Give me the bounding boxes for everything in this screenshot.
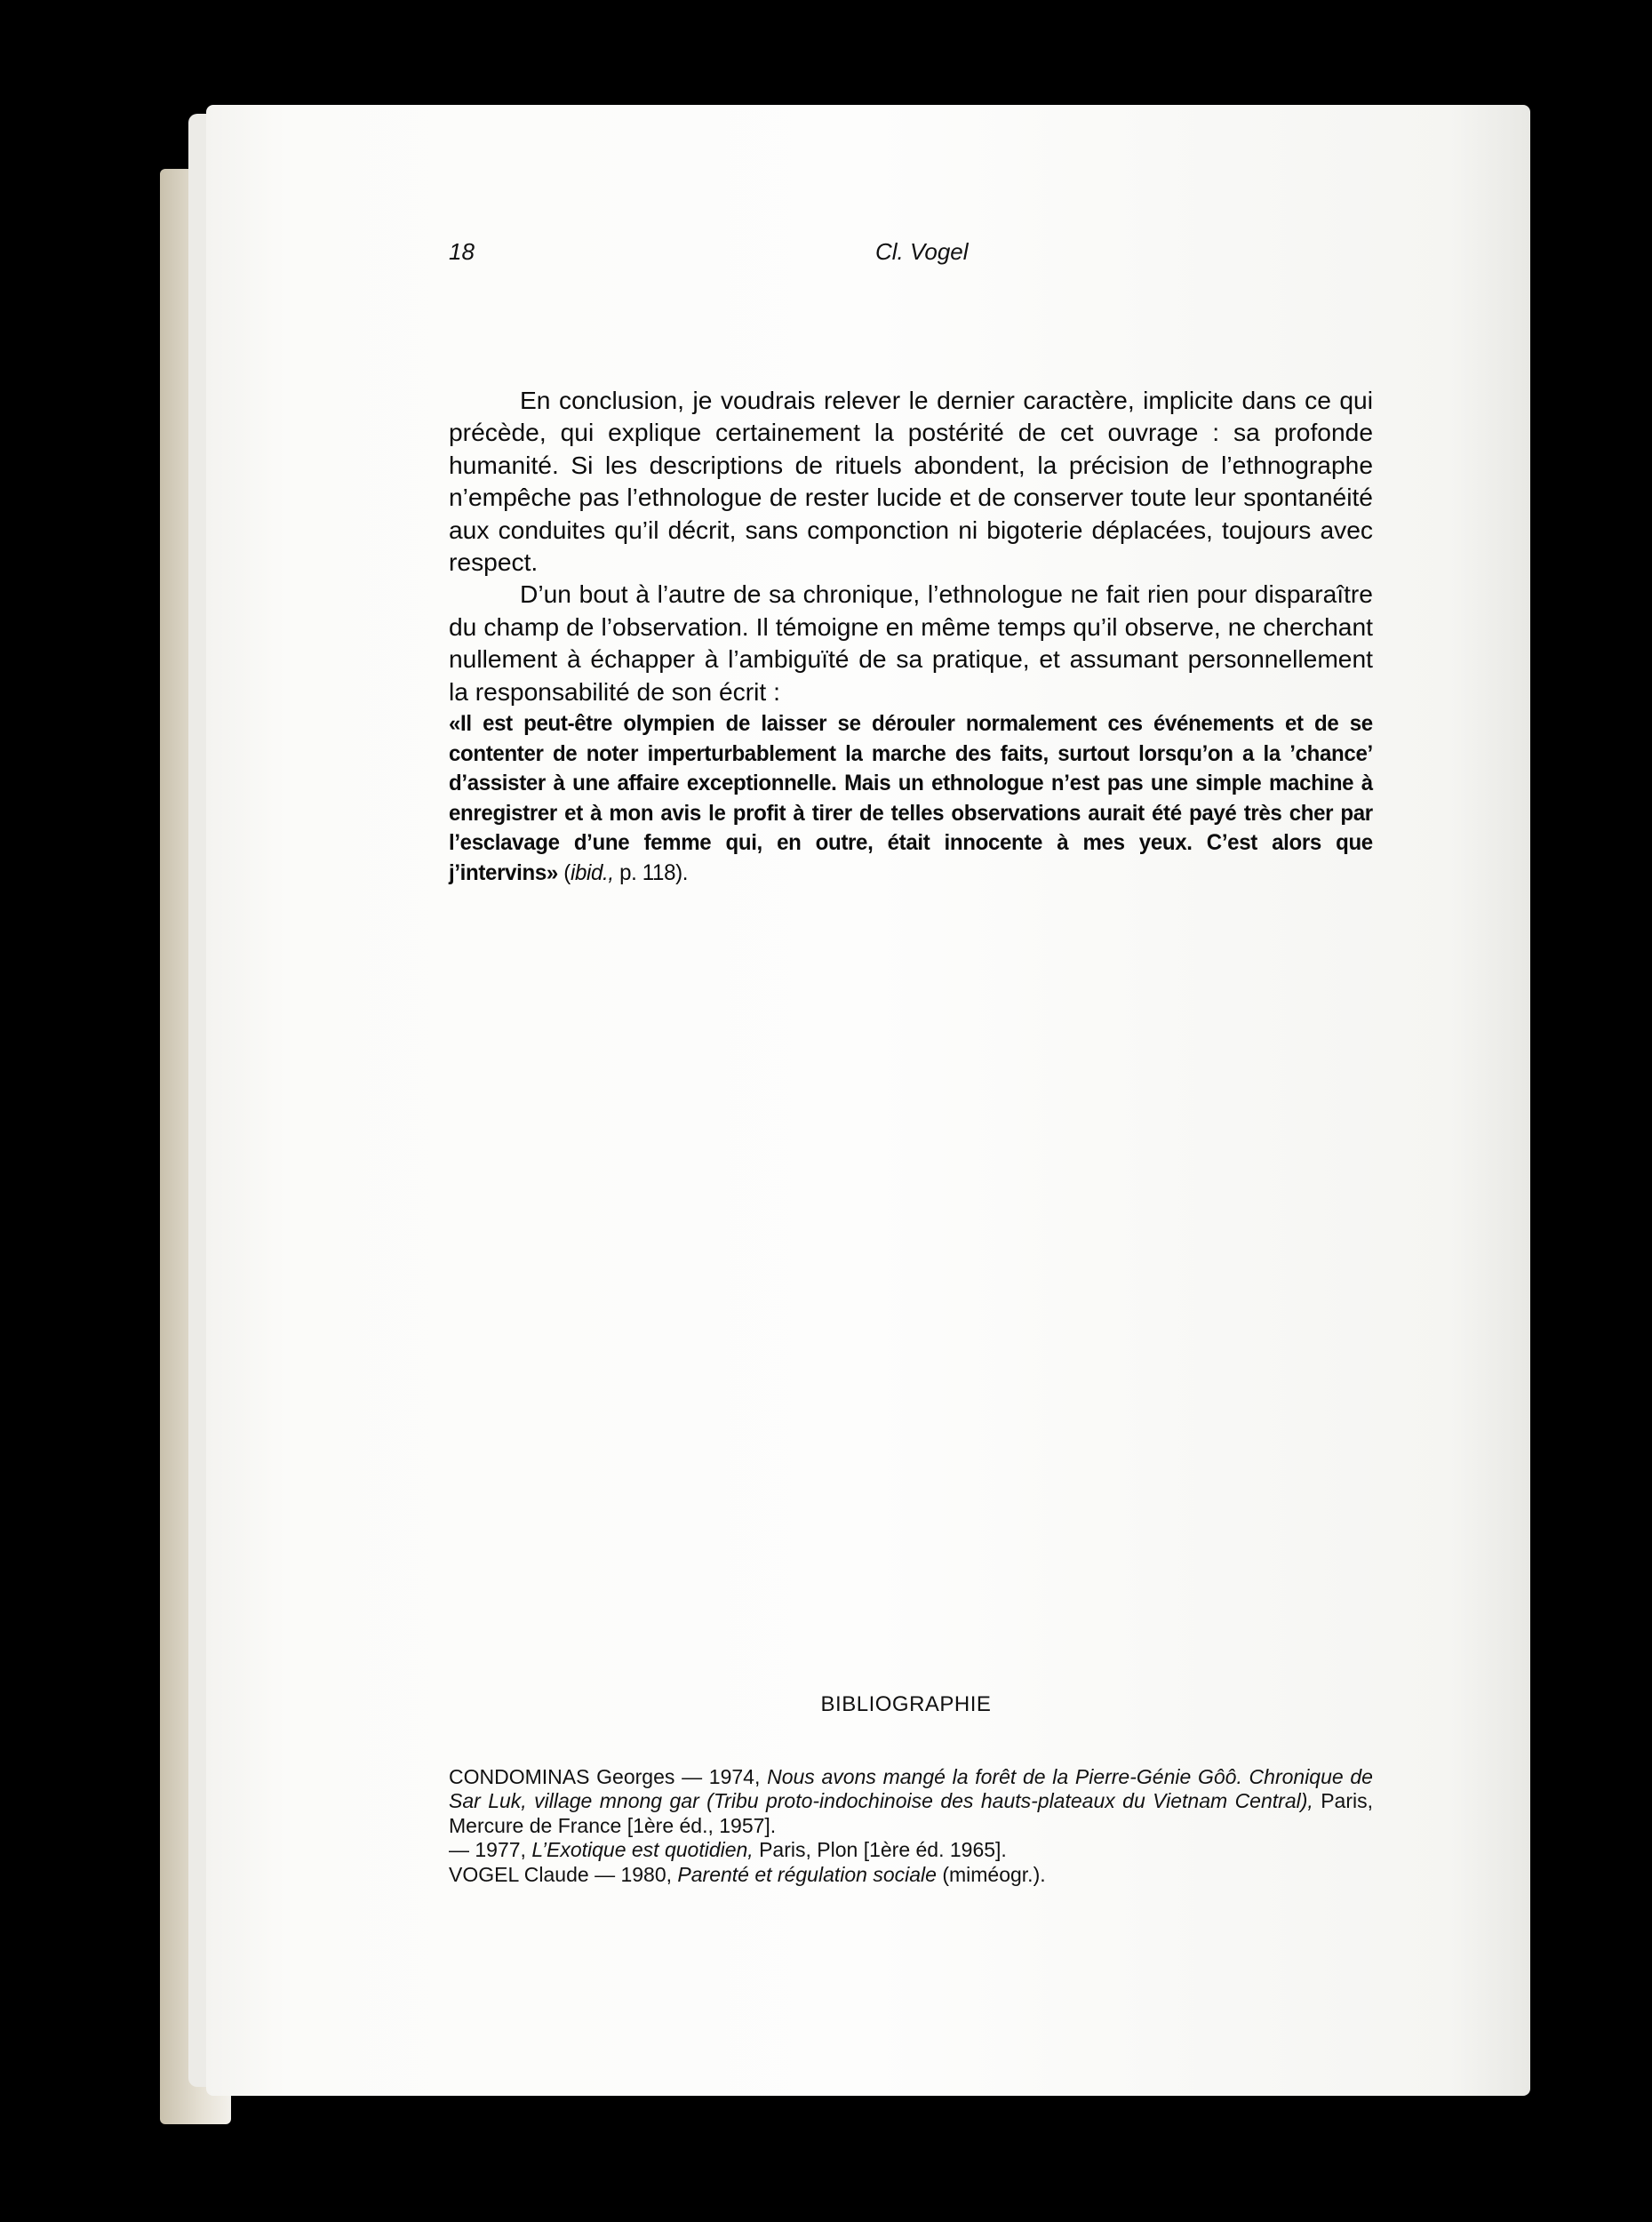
entry-title: L’Exotique est quotidien,: [531, 1838, 754, 1862]
bibliography-entry: [449, 1863, 1373, 1887]
entry-publisher: Paris, Mercure de France [1ère éd., 1957].: [449, 1789, 1373, 1837]
quote-ref-ibid: ibid.,: [570, 861, 614, 886]
quote-ref-page: p. 118).: [613, 861, 689, 886]
entry-title: Parenté et régulation sociale: [677, 1862, 937, 1886]
entry-prefix: — 1977,: [449, 1838, 532, 1862]
bibliography-entry: [449, 1838, 1373, 1862]
paragraph-chronique: D’un bout à l’autre de sa chronique, l’ethnologue ne fait rien pour disparaître du champ de l’observation. Il témoigne en même temps qu’il observe, ne cherchant nullement à échapper à l’ambiguïté de sa pratique, et assumant personnellement la responsabilité de son écrit :: [449, 579, 1373, 706]
entry-publisher: (miméogr.).: [936, 1862, 1046, 1886]
block-quote: [449, 709, 1373, 889]
running-head: Cl. Vogel: [875, 238, 969, 265]
paragraph-conclusion: En conclusion, je voudrais relever le dernier caractère, implicite dans ce qui précède, qui explique certainement la postérité de cet ouvrage : sa profonde humanité. Si les descriptions de rituels abondent, la précision de l’ethnographe n’empêche pas l’ethnologue de rester lucide et de conserver toute leur spontanéité aux conduites qu’il décrit, sans componction ni bigoterie déplacées, toujours avec respect.: [449, 386, 1373, 577]
bibliography-heading: BIBLIOGRAPHIE: [820, 1692, 992, 1716]
page-number: 18: [449, 238, 475, 265]
quote-text: «Il est peut-être olympien de laisser se dérouler normalement ces événements et de se contenter de noter imperturbablement la marche des faits, surtout lorsqu’on a la ’chance’ d’assister à une affaire exceptionnelle. Mais un ethnologue n’est pas une simple machine à enregistrer et à mon avis le profit à tirer de telles observations aurait été payé très cher par l’esclavage d’une femme qui, en outre, était innocente à mes yeux. C’est alors que j’intervins»: [449, 712, 1373, 886]
main-text: [449, 384, 1373, 889]
entry-author: CONDOMINAS Georges — 1974,: [449, 1765, 768, 1788]
bibliography-entry: [449, 1765, 1373, 1838]
entry-title: Nous avons mangé la forêt de la Pierre-Génie Gôô. Chronique de Sar Luk, village mnong gar (Tribu proto-indochinoise des hauts-plateaux du Vietnam Central),: [449, 1765, 1373, 1813]
quote-ref-open: (: [557, 861, 571, 886]
bibliography-list: [449, 1765, 1373, 1887]
entry-author: VOGEL Claude — 1980,: [449, 1862, 678, 1886]
page-header: [449, 238, 1373, 274]
entry-publisher: Paris, Plon [1ère éd. 1965].: [753, 1838, 1007, 1862]
